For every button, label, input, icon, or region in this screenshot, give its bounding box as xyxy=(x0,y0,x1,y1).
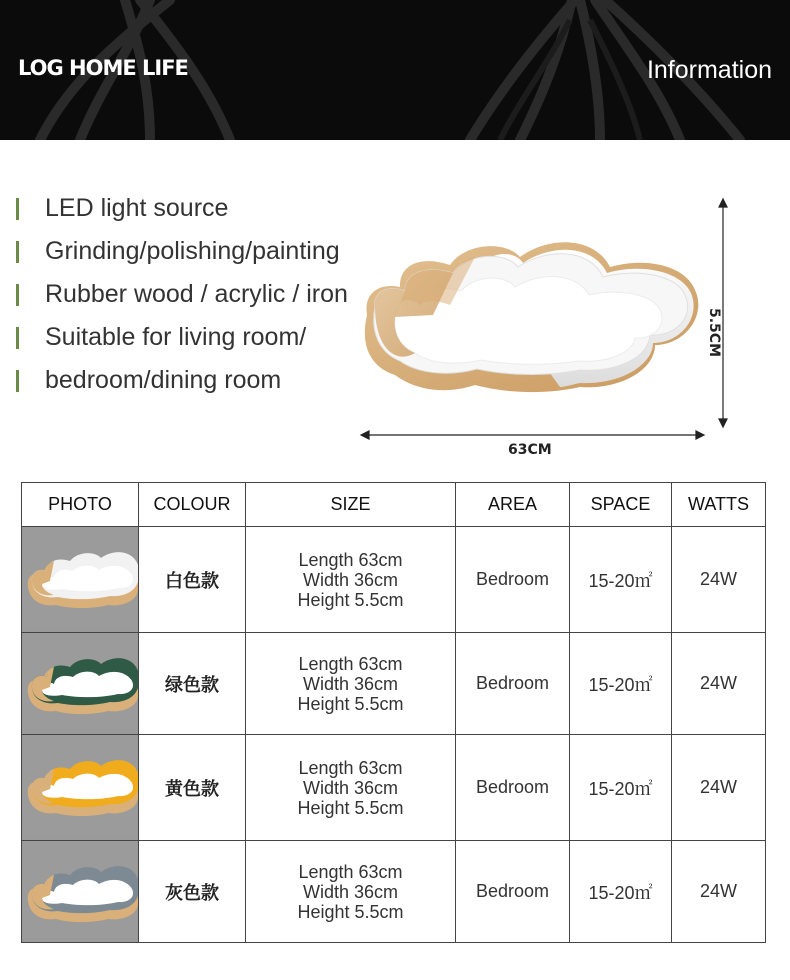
brand-logo: LOG HOME LIFE xyxy=(18,56,188,80)
feature-item xyxy=(16,319,348,362)
size-length: Length 63cm xyxy=(298,549,403,570)
table-row xyxy=(22,841,766,943)
table-row xyxy=(22,527,766,633)
feature-text: LED light source xyxy=(45,194,229,222)
area-cell: Bedroom xyxy=(456,633,570,735)
feature-item xyxy=(16,276,348,319)
column-header-photo: PHOTO xyxy=(22,483,139,527)
size-length: Length 63cm xyxy=(298,757,403,778)
bullet-bar xyxy=(16,327,19,349)
area-cell: Bedroom xyxy=(456,735,570,841)
bullet-bar xyxy=(16,284,19,306)
feature-item xyxy=(16,233,348,276)
size-width: Width 36cm xyxy=(302,881,399,902)
size-width: Width 36cm xyxy=(302,569,399,590)
watts-cell: 24W xyxy=(672,633,766,735)
column-header-area: AREA xyxy=(456,483,570,527)
bullet-bar xyxy=(16,198,19,220)
table-row xyxy=(22,633,766,735)
height-dimension-label: 5.5CM xyxy=(706,308,722,358)
area-cell: Bedroom xyxy=(456,841,570,943)
size-height: Height 5.5cm xyxy=(297,901,404,922)
watts-cell: 24W xyxy=(672,527,766,633)
feature-text: Grinding/polishing/painting xyxy=(45,237,340,265)
product-photo xyxy=(22,527,139,633)
space-cell: 15-20㎡ xyxy=(570,735,672,841)
space-cell: 15-20㎡ xyxy=(570,527,672,633)
feature-item xyxy=(16,190,348,233)
column-header-size: SIZE xyxy=(246,483,456,527)
feature-text: Suitable for living room/ xyxy=(45,323,307,351)
feature-text: bedroom/dining room xyxy=(45,366,282,394)
column-header-colour: COLOUR xyxy=(139,483,246,527)
watts-cell: 24W xyxy=(672,735,766,841)
colour-name: 灰色款 xyxy=(139,841,246,943)
space-cell: 15-20㎡ xyxy=(570,633,672,735)
watts-cell: 24W xyxy=(672,841,766,943)
cloud-lamp-illustration xyxy=(355,195,755,465)
spec-table xyxy=(21,482,766,943)
page-title: Information xyxy=(646,56,772,84)
size-height: Height 5.5cm xyxy=(297,589,404,610)
width-dimension-label: 63CM xyxy=(508,442,552,458)
product-photo xyxy=(22,633,139,735)
size-height: Height 5.5cm xyxy=(297,693,404,714)
product-photo xyxy=(22,841,139,943)
size-cell xyxy=(246,735,456,841)
bullet-bar xyxy=(16,370,19,392)
feature-list xyxy=(16,190,348,405)
lamp-thumbnail xyxy=(22,527,138,627)
table-header-row xyxy=(22,483,766,527)
colour-name: 黄色款 xyxy=(139,735,246,841)
colour-name: 白色款 xyxy=(139,527,246,633)
lamp-thumbnail xyxy=(22,841,138,937)
colour-name: 绿色款 xyxy=(139,633,246,735)
size-length: Length 63cm xyxy=(298,861,403,882)
feature-text: Rubber wood / acrylic / iron xyxy=(45,280,348,308)
product-photo xyxy=(22,735,139,841)
size-width: Width 36cm xyxy=(302,777,399,798)
lamp-thumbnail xyxy=(22,735,138,835)
feature-item xyxy=(16,362,348,405)
lamp-thumbnail xyxy=(22,633,138,729)
bullet-bar xyxy=(16,241,19,263)
column-header-space: SPACE xyxy=(570,483,672,527)
size-cell xyxy=(246,841,456,943)
size-height: Height 5.5cm xyxy=(297,797,404,818)
area-cell: Bedroom xyxy=(456,527,570,633)
header-banner xyxy=(0,0,790,140)
size-cell xyxy=(246,633,456,735)
table-row xyxy=(22,735,766,841)
size-cell xyxy=(246,527,456,633)
size-length: Length 63cm xyxy=(298,653,403,674)
column-header-watts: WATTS xyxy=(672,483,766,527)
size-width: Width 36cm xyxy=(302,673,399,694)
space-cell: 15-20㎡ xyxy=(570,841,672,943)
